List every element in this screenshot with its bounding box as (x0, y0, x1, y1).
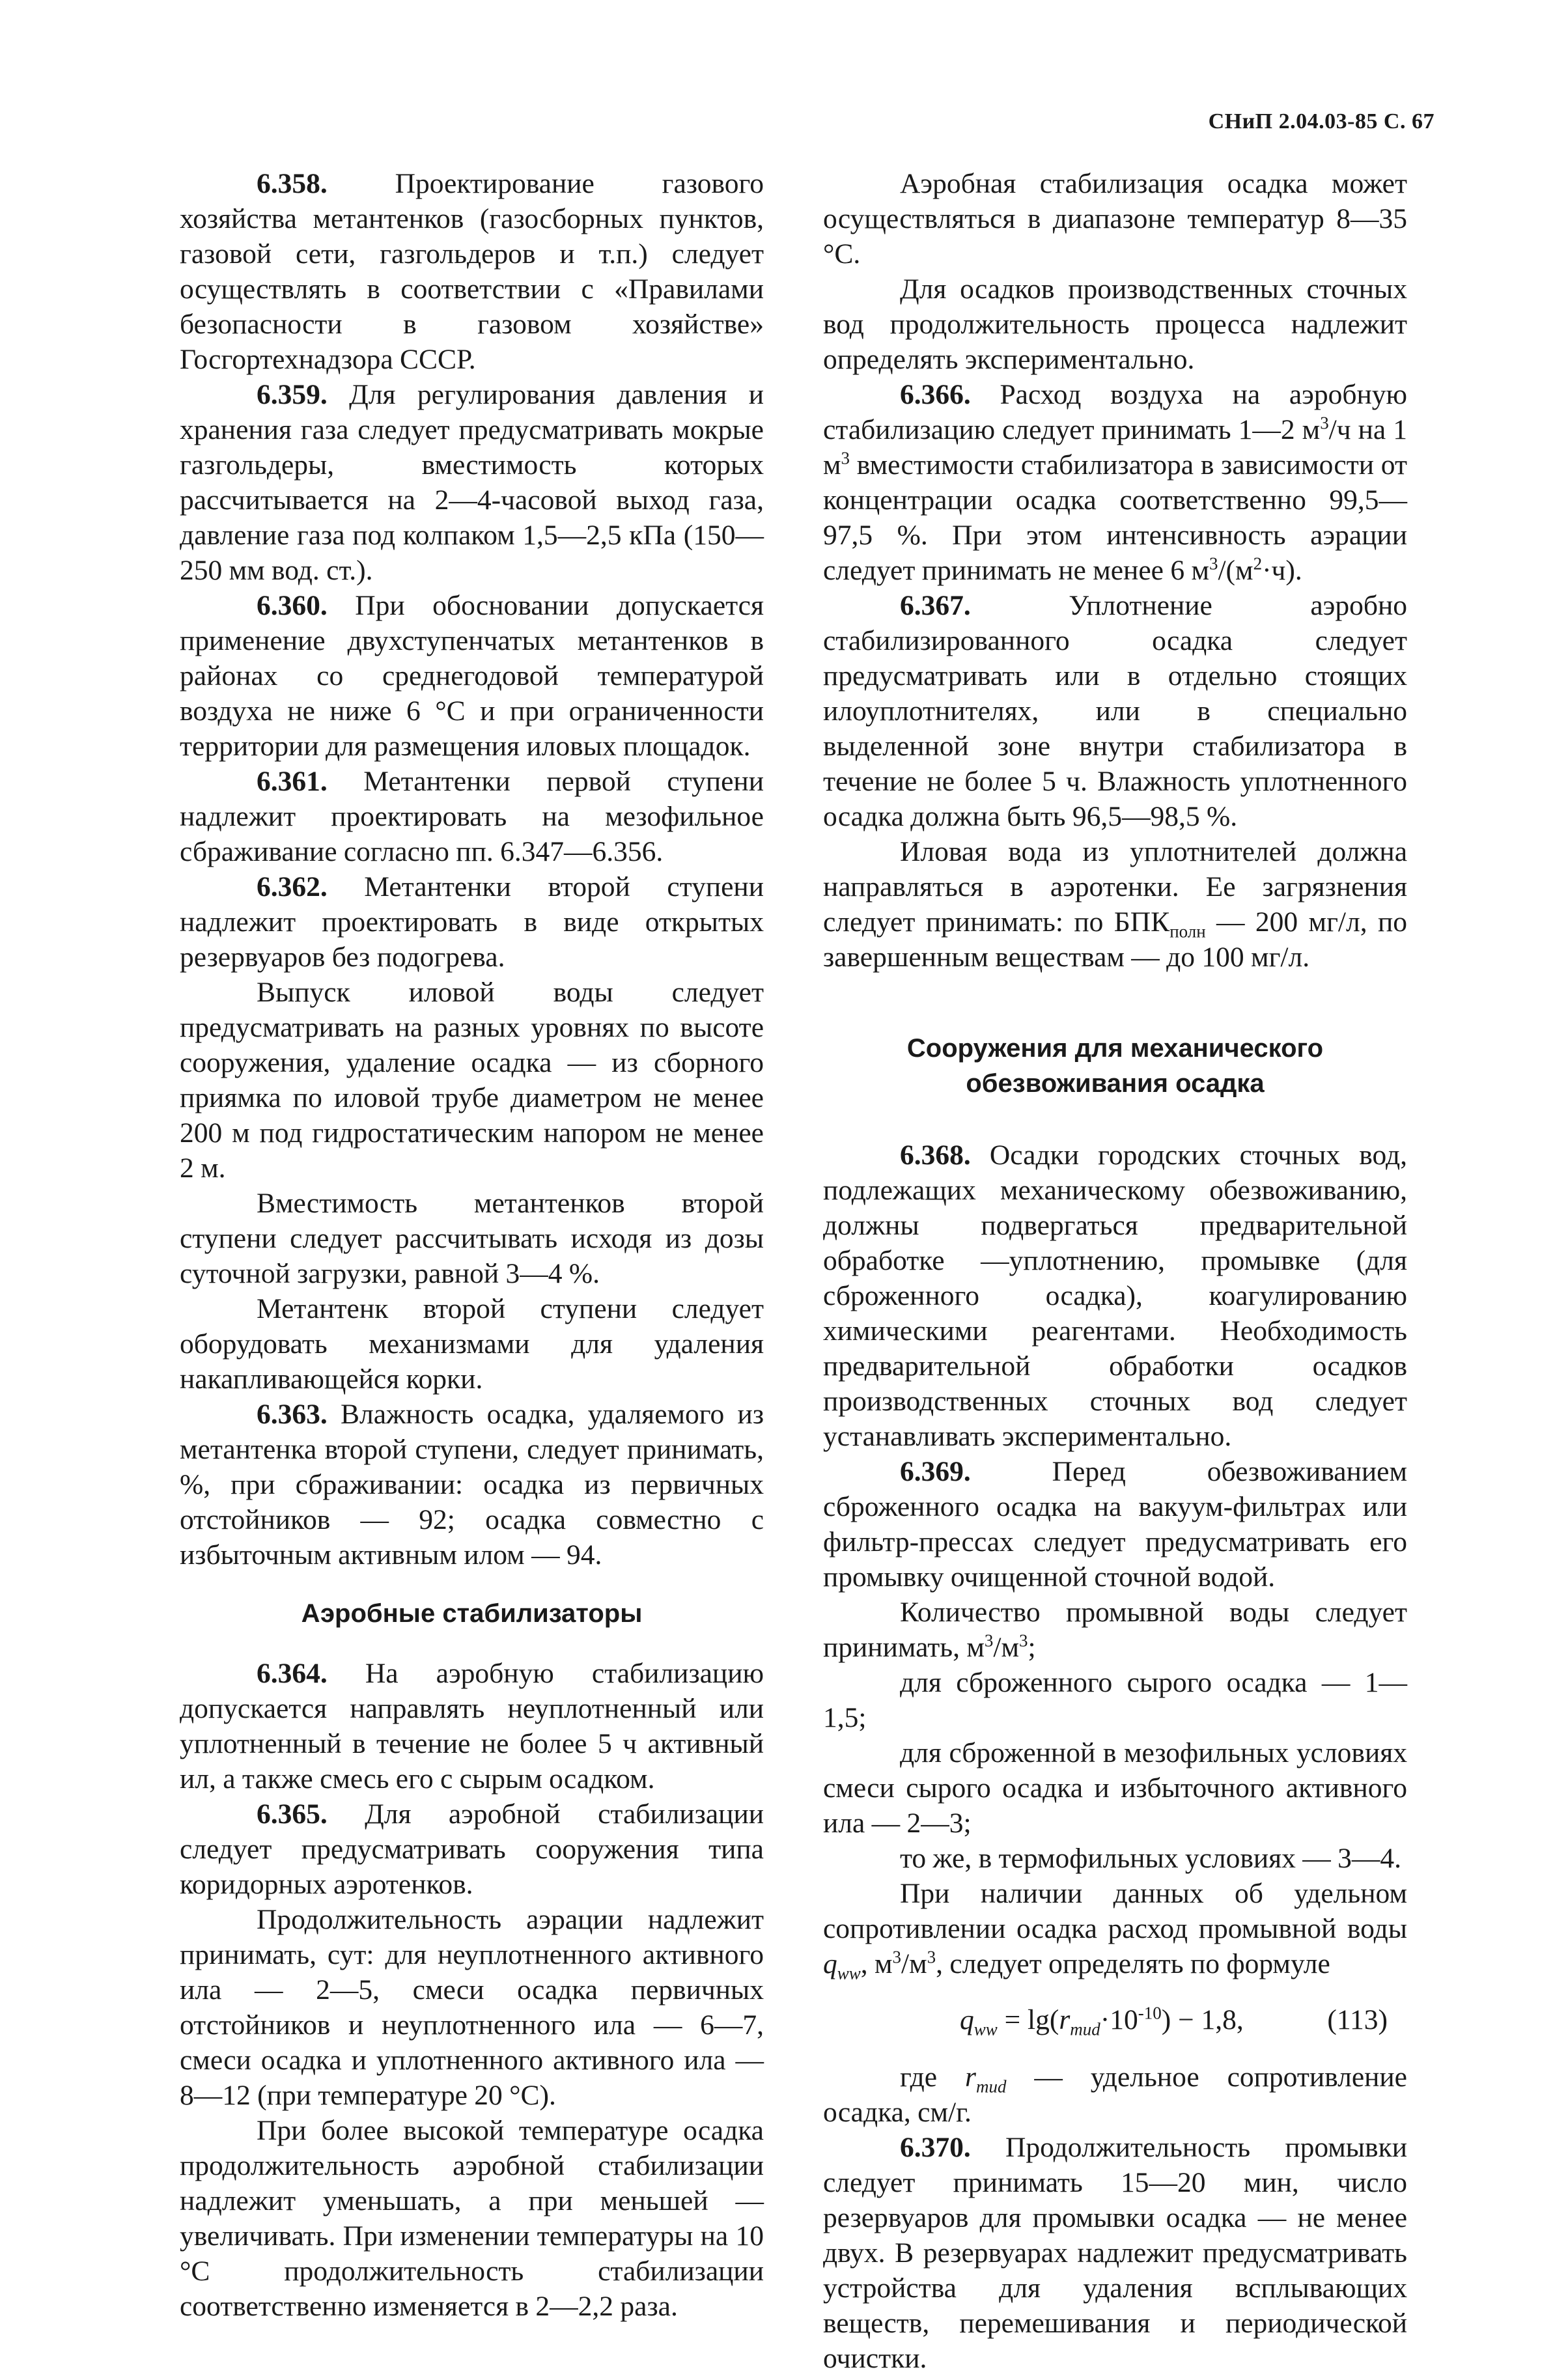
paragraph (180, 1796, 764, 1902)
paragraph (180, 764, 764, 869)
running-head: СНиП 2.04.03-85 С. 67 (1208, 109, 1435, 133)
subscript-text: mud (975, 2076, 1007, 2097)
paragraph (823, 1454, 1407, 1595)
paragraph-text-part: /м (993, 1632, 1020, 1663)
paragraph (823, 834, 1407, 975)
paragraph-text-part: /м (901, 1948, 927, 1979)
paragraph-text-part: где (900, 2062, 966, 2093)
paragraph-text-part (976, 2077, 1006, 2097)
clause-number: 6.362. (257, 871, 328, 902)
paragraph-text-part: , следует определять по формуле (936, 1948, 1330, 1979)
paragraph-text: Осадки городских сточных вод, подлежащих механическому обезвоживанию, должны подвергаться предварительной обработке —уплотнению, промывке (для сброженного осадка), коагулированию химическими реагентами. Необходимость предварительной обработки осадков производственных сточных вод следует устанавливать экспериментально. (823, 1139, 1408, 1452)
paragraph (823, 377, 1407, 588)
paragraph-text: Метантенки второй ступени надлежит проектировать в виде открытых резервуаров без подогрева. (180, 871, 764, 973)
paragraph (823, 1876, 1407, 1981)
paragraph (823, 2060, 1407, 2130)
clause-number: 6.364. (257, 1658, 328, 1689)
paragraph (180, 975, 764, 1186)
paragraph-text: Метантенки первой ступени надлежит проектировать на мезофильное сбраживание согласно пп. 6.347—6.356. (180, 766, 764, 867)
paragraph-text: для сброженного сырого осадка — 1—1,5; (823, 1667, 1407, 1733)
paragraph-text: При обосновании допускается применение двухступенчатых метантенков в районах со среднегодовой температурой воздуха не ниже 6 °С и при ограниченности территории для размещения иловых площадок. (180, 590, 764, 762)
paragraph-text-part: — 200 мг/л, по завершенным веществам — до 100 мг/л. (823, 906, 1407, 973)
paragraph-text-part: 3 (1320, 413, 1329, 433)
paragraph-text: На аэробную стабилизацию допускается направлять неуплотненный или уплотненный в течение не более 5 ч активный ил, а также смесь его с сырым осадком. (180, 1658, 764, 1795)
paragraph-text-part: r (965, 2062, 976, 2093)
paragraph-text-part: Иловая вода из уплотнителей должна направляться в аэротенки. Ее загрязнения следует принимать: по БПК (823, 836, 1407, 938)
paragraph (823, 2130, 1407, 2376)
clause-number: 6.360. (257, 590, 328, 621)
paragraph-text: Продолжительность аэрации надлежит принимать, сут: для неуплотненного активного ила — 2—5, смеси осадка первичных отстойников и неуплотненного ила — 6—7, смеси осадка и уплотненного активного ила — 8—12 (при температуре 20 °С). (180, 1904, 764, 2111)
paragraph-text: Аэробная стабилизация осадка может осуществляться в диапазоне температур 8—35 °С. (823, 168, 1407, 270)
clause-number: 6.363. (257, 1399, 328, 1430)
paragraph-text-part: /(м (1218, 555, 1253, 586)
paragraph-text: При более высокой температуре осадка продолжительность аэробной стабилизации надлежит уменьшать, а при меньшей — увеличивать. При изменении температуры на 10 °С продолжительность стабилизации соответственно изменяется в 2—2,2 раза. (180, 2115, 764, 2322)
formula-113 (823, 2002, 1407, 2037)
right-column (823, 166, 1407, 2376)
paragraph-text-part: 3 (1209, 553, 1218, 574)
clause-number: 6.361. (257, 766, 328, 797)
paragraph-text: Влажность осадка, удаляемого из метантенка второй ступени, следует принимать, %, при сбраживании: осадка из первичных отстойников — 92; осадка совместно с избыточным активным илом — 94. (180, 1399, 764, 1571)
paragraph-text-part: , м (860, 1948, 893, 1979)
paragraph-text-part: 3 (892, 1947, 901, 1967)
paragraph-text: Выпуск иловой воды следует предусматривать на разных уровнях по высоте сооружения, удаление осадка — из сборного приямка по иловой трубе диаметром не менее 200 м под гидростатическим напором не менее 2 м. (180, 977, 764, 1184)
paragraph (823, 1841, 1407, 1876)
paragraph-text-part: q (823, 1948, 837, 1979)
paragraph-text-part: 3 (841, 448, 850, 468)
paragraph-text-part: вместимости стабилизатора в зависимости от концентрации осадка соответственно 99,5—97,5 %. При этом интенсивность аэрации следует принимать не менее 6 м (823, 449, 1407, 586)
left-column (180, 166, 764, 2324)
paragraph-text-part: /ч на 1 м (823, 414, 1407, 481)
paragraph-text-part: 3 (1019, 1630, 1028, 1651)
formula-number: (113) (1327, 2004, 1388, 2035)
clause-number: 6.370. (900, 2132, 971, 2163)
clause-number: 6.358. (257, 168, 328, 199)
paragraph-text: то же, в термофильных условиях — 3—4. (900, 1843, 1402, 1874)
paragraph-text: для сброженной в мезофильных условиях смеси сырого осадка и избыточного активного ила — 2—3; (823, 1737, 1407, 1839)
subscript-text: ww (837, 1963, 861, 1983)
paragraph (180, 1186, 764, 1291)
clause-number: 6.366. (900, 379, 971, 410)
paragraph-text-part: ; (1028, 1632, 1036, 1663)
paragraph-text-part (837, 1964, 861, 1983)
paragraph-text: Продолжительность промывки следует принимать 15—20 мин, число резервуаров для промывки осадка — не менее двух. В резервуарах надлежит предусматривать устройства для удаления всплывающих веществ, перемешивания и периодической очистки. (823, 2132, 1407, 2374)
paragraph-text-part: ·ч). (1262, 555, 1302, 586)
paragraph-text: Для регулирования давления и хранения газа следует предусматривать мокрые газгольдеры, вместимость которых рассчитывается на 2—4-часовой выход газа, давление газа под колпаком 1,5—2,5 кПа (150—250 мм вод. ст.). (180, 379, 764, 586)
paragraph (823, 588, 1407, 834)
paragraph-text-part: Количество промывной воды следует принимать, м (823, 1597, 1407, 1663)
paragraph-text: Метантенк второй ступени следует оборудовать механизмами для удаления накапливающейся корки. (180, 1293, 764, 1395)
clause-number: 6.367. (900, 590, 971, 621)
paragraph (823, 1665, 1407, 1735)
paragraph-text-part: Расход воздуха на аэробную стабилизацию следует принимать 1—2 м (823, 379, 1407, 445)
paragraph (823, 166, 1407, 272)
paragraph-text-part: При наличии данных об удельном сопротивлении осадка расход промывной воды (823, 1878, 1407, 1944)
paragraph-text: Вместимость метантенков второй ступени следует рассчитывать исходя из дозы суточной загрузки, равной 3—4 %. (180, 1188, 764, 1289)
paragraph (180, 1397, 764, 1572)
formula-expression: $q_{ww} = \lg(r_{mud}\cdot 10^{-10}) - 1,8$, (960, 2003, 1244, 2039)
paragraph-text-part: 2 (1253, 553, 1263, 574)
paragraph (180, 166, 764, 377)
paragraph-text-part: — удельное сопротивление осадка, см/г. (823, 2062, 1407, 2128)
paragraph (180, 1291, 764, 1397)
paragraph (823, 1595, 1407, 1665)
paragraph (180, 588, 764, 764)
paragraph (180, 1656, 764, 1796)
paragraph (180, 869, 764, 975)
paragraph-text: Проектирование газового хозяйства метантенков (газосборных пунктов, газовой сети, газгольдеров и т.п.) следует осуществлять в соответствии с «Правилами безопасности в газовом хозяйстве» Госгортехнадзора СССР. (180, 168, 764, 375)
paragraph-text: Перед обезвоживанием сброженного осадка на вакуум-фильтрах или фильтр-прессах следует предусматривать его промывку очищенной сточной водой. (823, 1456, 1408, 1593)
paragraph-text: Для осадков производственных сточных вод продолжительность процесса надлежит определять экспериментально. (823, 273, 1407, 375)
paragraph-text-part: 3 (927, 1947, 936, 1967)
paragraph (180, 2113, 764, 2324)
paragraph (180, 377, 764, 588)
paragraph-text: Уплотнение аэробно стабилизированного осадка следует предусматривать или в отдельно стоящих илоуплотнителях, или в специально выделенной зоне внутри стабилизатора в течение не более 5 ч. Влажность уплотненного осадка должна быть 96,5—98,5 %. (823, 590, 1407, 832)
paragraph (823, 1735, 1407, 1841)
paragraph-text: Для аэробной стабилизации следует предусматривать сооружения типа коридорных аэротенков. (180, 1798, 764, 1900)
paragraph-text-part: 3 (984, 1630, 994, 1651)
clause-number: 6.369. (900, 1456, 971, 1487)
clause-number: 6.365. (257, 1798, 328, 1830)
section-heading-aerobic: Аэробные стабилизаторы (301, 1599, 643, 1628)
clause-number: 6.368. (900, 1139, 971, 1171)
section-heading-mechanical: Сооружения для механического обезвоживания осадка (906, 1034, 1324, 1098)
paragraph-text-part: полн (1169, 921, 1206, 942)
clause-number: 6.359. (257, 379, 328, 410)
paragraph (823, 272, 1407, 377)
paragraph (180, 1902, 764, 2113)
paragraph (823, 1138, 1407, 1454)
